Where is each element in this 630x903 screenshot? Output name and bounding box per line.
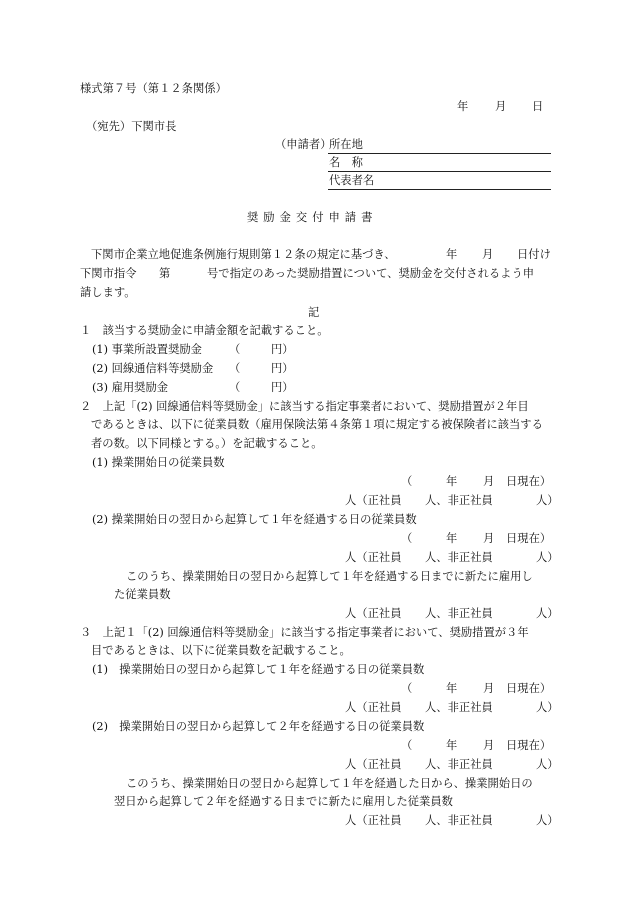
document-title: 奨励金交付申請書	[247, 211, 378, 224]
count-persons: 人（正社員	[345, 607, 402, 620]
asof-year: 年	[446, 475, 458, 488]
intro-year: 年	[446, 248, 458, 261]
count-close: 人）	[536, 551, 559, 564]
address-label: 所在地	[329, 138, 363, 151]
sec2-line1: ２ 上記「(2) 回線通信料等奨励金」に該当する指定事業者において、奨励措置が２年目	[80, 400, 529, 413]
sec3-line2: 目であるときは、以下に従業員数を記載すること。	[91, 644, 351, 657]
rep-label: 代表者名	[329, 174, 375, 187]
asof-open: （	[401, 532, 413, 545]
sec1-item3-open: （	[229, 381, 241, 394]
sec1-item1-open: （	[229, 343, 241, 356]
asof-year: 年	[446, 739, 458, 752]
count-regular: 人、非正社員	[425, 551, 493, 564]
count-persons: 人（正社員	[345, 814, 402, 827]
sec3-line1: ３ 上記１「(2) 回線通信料等奨励金」に該当する指定事業者において、奨励措置が３年	[80, 626, 529, 639]
date-year: 年	[457, 100, 469, 113]
intro-month: 月	[482, 248, 494, 261]
count-persons: 人（正社員	[345, 758, 402, 771]
sec2-sub1: このうち、操業開始日の翌日から起算して１年を経過する日までに新たに雇用し	[126, 570, 533, 583]
sec1-heading: １ 該当する奨励金に申請金額を記載すること。	[80, 324, 329, 337]
sec3-sub1: このうち、操業開始日の翌日から起算して１年を経過した日から、操業開始日の	[126, 777, 533, 790]
form-number: 様式第７号（第１２条関係）	[80, 82, 227, 95]
count-persons: 人（正社員	[345, 494, 402, 507]
count-persons: 人（正社員	[345, 701, 402, 714]
count-persons: 人（正社員	[345, 551, 402, 564]
sec3-item1: (1) 操業開始日の翌日から起算して１年を経過する日の従業員数	[92, 663, 425, 676]
asof-open: （	[401, 739, 413, 752]
asof-day: 日現在）	[506, 739, 552, 752]
asof-day: 日現在）	[506, 682, 552, 695]
sec2-item1: (1) 操業開始日の従業員数	[92, 456, 225, 469]
asof-month: 月	[483, 475, 495, 488]
sec1-item1: (1) 事業所設置奨励金	[92, 343, 202, 356]
intro-line2b: 第	[159, 267, 171, 280]
intro-line1: 下関市企業立地促進条例施行規則第１２条の規定に基づき、	[91, 248, 396, 261]
sec3-sub2: 翌日から起算して２年を経過する日までに新たに雇用した従業員数	[114, 795, 453, 808]
asof-day: 日現在）	[506, 475, 552, 488]
sec2-sub2: た従業員数	[114, 588, 171, 601]
intro-line3: 請します。	[80, 286, 136, 299]
count-regular: 人、非正社員	[425, 814, 493, 827]
address-line	[328, 153, 551, 154]
addressee: （宛先）下関市長	[86, 120, 177, 133]
sec1-item2-unit: 円）	[271, 362, 294, 375]
applicant-label: （申請者）	[275, 138, 332, 151]
asof-open: （	[401, 682, 413, 695]
asof-year: 年	[446, 682, 458, 695]
sec1-item2-open: （	[229, 362, 241, 375]
count-regular: 人、非正社員	[425, 758, 493, 771]
name-label: 名 称	[329, 156, 363, 169]
intro-line2c: 号で指定のあった奨励措置について、奨励金を交付されるよう申	[207, 267, 535, 280]
ki-heading: 記	[308, 306, 320, 319]
sec3-item2: (2) 操業開始日の翌日から起算して２年を経過する日の従業員数	[92, 720, 425, 733]
asof-month: 月	[483, 682, 495, 695]
count-regular: 人、非正社員	[425, 607, 493, 620]
sec2-line3: 者の数。以下同様とする。）を記載すること。	[91, 437, 323, 450]
asof-day: 日現在）	[506, 532, 552, 545]
sec1-item3-unit: 円）	[271, 381, 294, 394]
intro-line2a: 下関市指令	[80, 267, 137, 280]
rep-line	[328, 189, 551, 190]
name-line	[328, 171, 551, 172]
sec2-line2: であるときは、以下に従業員数（雇用保険法第４条第１項に規定する被保険者に該当する	[91, 418, 543, 431]
count-close: 人）	[536, 758, 559, 771]
count-close: 人）	[536, 814, 559, 827]
asof-month: 月	[483, 532, 495, 545]
date-month: 月	[495, 100, 507, 113]
asof-year: 年	[446, 532, 458, 545]
intro-day: 日付け	[517, 248, 551, 261]
sec2-item2: (2) 操業開始日の翌日から起算して１年を経過する日の従業員数	[92, 513, 417, 526]
sec1-item1-unit: 円）	[271, 343, 294, 356]
count-close: 人）	[536, 701, 559, 714]
asof-month: 月	[483, 739, 495, 752]
count-close: 人）	[536, 607, 559, 620]
count-regular: 人、非正社員	[425, 701, 493, 714]
sec1-item2: (2) 回線通信料等奨励金	[92, 362, 214, 375]
sec1-item3: (3) 雇用奨励金	[92, 381, 169, 394]
count-regular: 人、非正社員	[425, 494, 493, 507]
date-day: 日	[532, 100, 544, 113]
count-close: 人）	[536, 494, 559, 507]
asof-open: （	[401, 475, 413, 488]
